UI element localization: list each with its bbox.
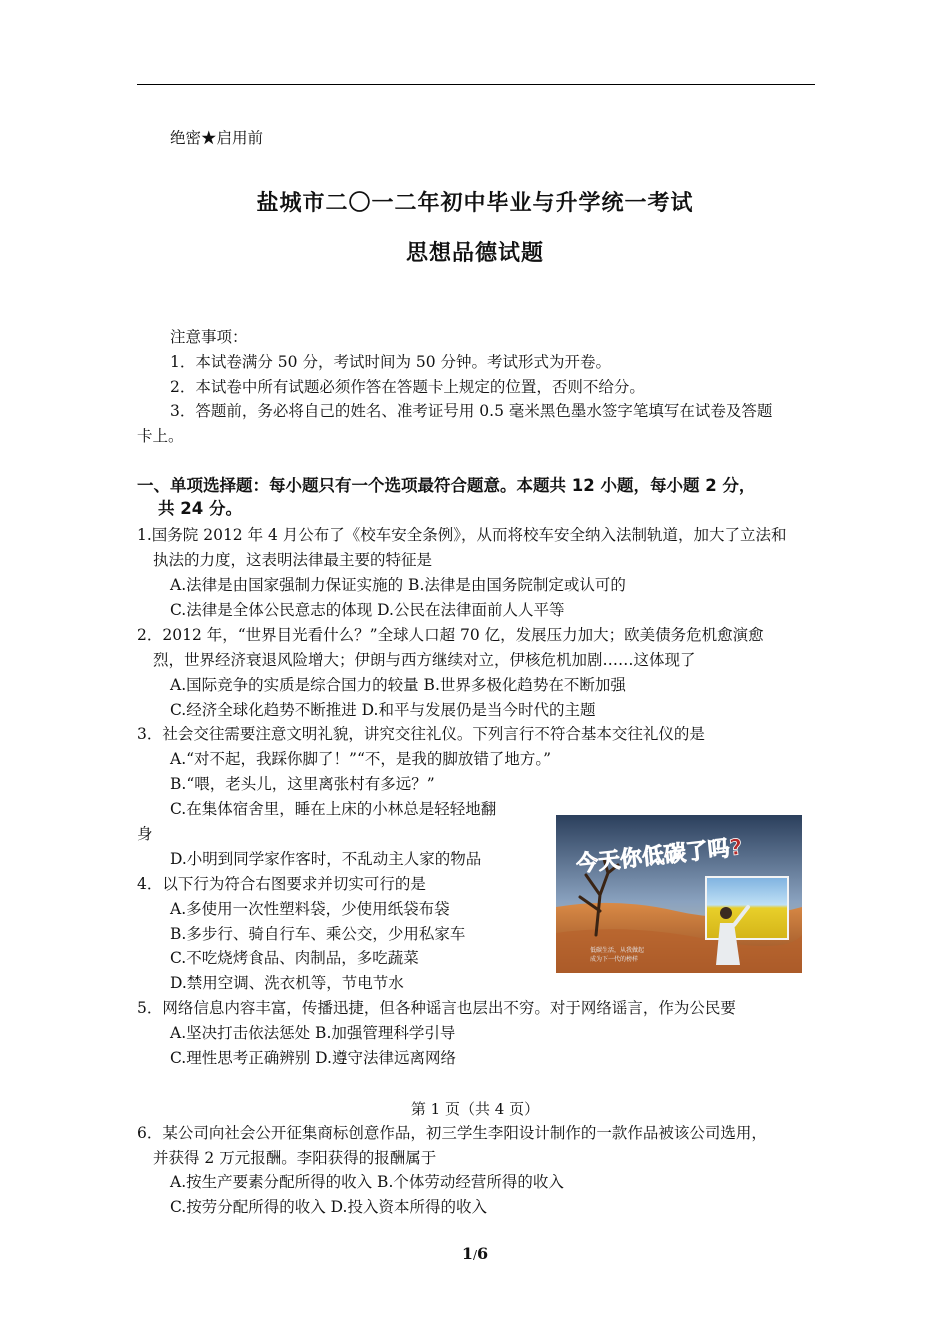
q2-stem-line1: 2．2012 年，“世界目光看什么？”全球人口超 70 亿，发展压力加大；欧美债务危机愈演愈: [137, 626, 764, 644]
q3-option-b: B.“喂，老头儿，这里离张村有多远？”: [170, 775, 435, 793]
q6-stem-line2: 并获得 2 万元报酬。李阳获得的报酬属于: [153, 1149, 437, 1167]
q4-option-d: D.禁用空调、洗衣机等，节电节水: [170, 974, 404, 992]
page-footer-label: 第 1 页（共 4 页）: [410, 1100, 540, 1118]
poster-caption-2: 成为下一代的榜样: [590, 956, 639, 963]
poster-caption-1: 低碳生活，从我做起: [590, 947, 645, 954]
exam-subtitle: 思想品德试题: [405, 241, 544, 266]
header-rule: [137, 84, 815, 85]
confidential-label: 绝密★启用前: [170, 129, 264, 147]
note-item-1: 1．本试卷满分 50 分，考试时间为 50 分钟。考试形式为开卷。: [170, 353, 612, 371]
section-heading-line2: 共 24 分。: [158, 499, 242, 518]
q3-option-a: A.“对不起，我踩你脚了！”“不，是我的脚放错了地方。”: [170, 750, 552, 768]
q4-option-a: A.多使用一次性塑料袋，少使用纸袋布袋: [170, 900, 450, 918]
q2-options-cd: C.经济全球化趋势不断推进 D.和平与发展仍是当今时代的主题: [170, 701, 596, 719]
note-item-3-cont: 卡上。: [137, 427, 184, 445]
q6-options-ab: A.按生产要素分配所得的收入 B.个体劳动经营所得的收入: [170, 1173, 564, 1191]
q3-option-c: C.在集体宿舍里，睡在上床的小林总是轻轻地翻: [170, 800, 497, 818]
page-number: [0, 1244, 950, 1263]
page-current: 1: [461, 1244, 473, 1263]
poster-title-text: 今天你低碳了吗?: [575, 835, 744, 878]
q1-options-ab: A.法律是由国家强制力保证实施的 B.法律是由国务院制定或认可的: [170, 576, 626, 594]
q2-stem-line2: 烈，世界经济衰退风险增大；伊朗与西方继续对立，伊核危机加剧……这体现了: [153, 651, 696, 669]
q5-stem: 5．网络信息内容丰富，传播迅捷，但各种谣言也层出不穷。对于网络谣言，作为公民要: [137, 999, 736, 1017]
note-item-2: 2．本试卷中所有试题必须作答在答题卡上规定的位置，否则不给分。: [170, 378, 645, 396]
page-separator: /: [472, 1248, 478, 1262]
note-item-3: 3．答题前，务必将自己的姓名、准考证号用 0.5 毫米黑色墨水签字笔填写在试卷及答题: [170, 402, 773, 420]
q3-option-d: D.小明到同学家作客时，不乱动主人家的物品: [170, 850, 482, 868]
q1-options-cd: C.法律是全体公民意志的体现 D.公民在法律面前人人平等: [170, 601, 565, 619]
low-carbon-poster-image: [556, 815, 802, 973]
q5-options-ab: A.坚决打击依法惩处 B.加强管理科学引导: [170, 1024, 456, 1042]
q3-option-c-cont: 身: [137, 825, 153, 843]
q3-stem: 3．社会交往需要注意文明礼貌，讲究交往礼仪。下列言行不符合基本交往礼仪的是: [137, 725, 705, 743]
exam-title: 盐城市二〇一二年初中毕业与升学统一考试: [256, 191, 694, 216]
q6-options-cd: C.按劳分配所得的收入 D.投入资本所得的收入: [170, 1198, 487, 1216]
notes-heading: 注意事项：: [170, 328, 248, 346]
q6-stem-line1: 6．某公司向社会公开征集商标创意作品，初三学生李阳设计制作的一款作品被该公司选用，: [137, 1124, 767, 1142]
q4-option-c: C.不吃烧烤食品、肉制品，多吃蔬菜: [170, 949, 419, 967]
page-total: 6: [477, 1244, 489, 1263]
q2-options-ab: A.国际竞争的实质是综合国力的较量 B.世界多极化趋势在不断加强: [170, 676, 626, 694]
section-heading-line1: 一、单项选择题：每小题只有一个选项最符合题意。本题共 12 小题，每小题 2 分，: [137, 476, 756, 495]
q5-options-cd: C.理性思考正确辨别 D.遵守法律远离网络: [170, 1049, 456, 1067]
q4-stem: 4．以下行为符合右图要求并切实可行的是: [137, 875, 426, 893]
q1-stem-line2: 执法的力度，这表明法律最主要的特征是: [153, 551, 433, 569]
q4-option-b: B.多步行、骑自行车、乘公交，少用私家车: [170, 925, 466, 943]
q1-stem-line1: 1.国务院 2012 年 4 月公布了《校车安全条例》，从而将校车安全纳入法制轨道，加大了立法和: [137, 526, 787, 544]
